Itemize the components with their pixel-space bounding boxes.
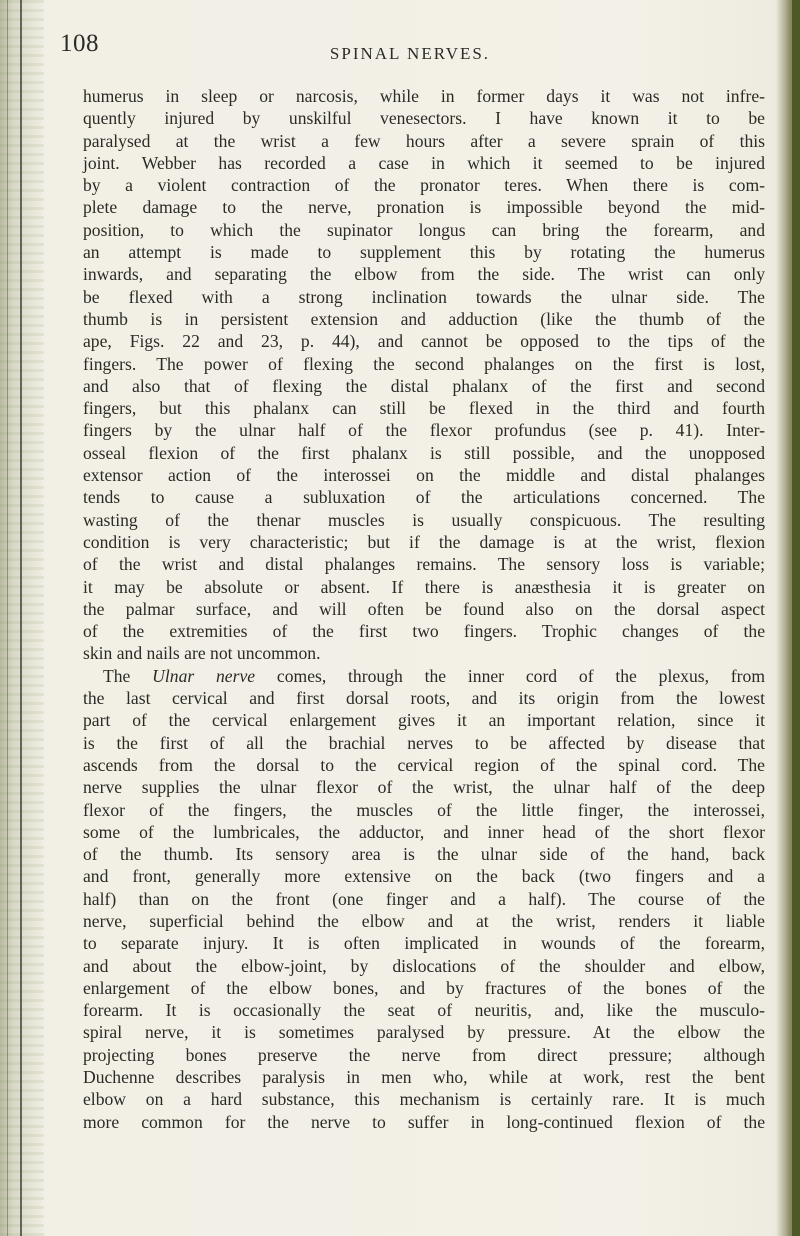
text-line: condition is very characteristic; but if the damage is at the wrist, flexion [83,531,765,552]
text-line: fingers by the ulnar half of the flexor profundus (see p. 41). Inter- [83,420,765,441]
text-line: of the wrist and distal phalanges remains. The sensory loss is variable; [83,554,765,575]
text-line: humerus in sleep or narcosis, while in former days it was not infre- [83,86,765,106]
text-line: Duchenne describes paralysis in men who, while at work, rest the bent [83,1067,765,1088]
running-head: SPINAL NERVES. [329,44,491,63]
text-line: to separate injury. It is often implicated in wounds of the forearm, [83,933,765,954]
text-line: of the extremities of the first two fingers. Trophic changes of the [83,621,765,642]
text-line: and front, generally more extensive on the back (two fingers and a [83,866,765,887]
text-line: extensor action of the interossei on the middle and distal phalanges [83,465,765,486]
text-line: wasting of the thenar muscles is usually conspicuous. The resulting [83,509,765,530]
text-line: paralysed at the wrist a few hours after a severe sprain of this [83,130,765,151]
binding-crease-outer [7,0,8,1236]
text-line: thumb is in persistent extension and adduction (like the thumb of the [83,308,765,329]
paragraph-start-suffix: comes, through the inner cord of the plexus, from [255,665,765,686]
text-line: joint. Webber has recorded a case in which it seemed to be injured [83,152,765,173]
text-line: it may be absolute or absent. If there is anæsthesia it is greater on [83,576,765,597]
text-line: is the first of all the brachial nerves to be affected by disease that [83,732,765,753]
text-line: inwards, and separating the elbow from the side. The wrist can only [83,264,765,285]
text-line: forearm. It is occasionally the seat of neuritis, and, like the musculo- [83,1000,765,1021]
text-line: nerve supplies the ulnar flexor of the wrist, the ulnar half of the deep [83,777,765,798]
text-line: ape, Figs. 22 and 23, p. 44), and cannot be opposed to the tips of the [83,331,765,352]
page-number: 108 [60,30,99,57]
text-line: more common for the nerve to suffer in long-continued flexion of the [83,1111,765,1132]
text-line: fingers, but this phalanx can still be flexed in the third and fourth [83,398,765,419]
ulnar-nerve-heading: Ulnar nerve [152,665,256,686]
text-line: elbow on a hard substance, this mechanism is certainly rare. It is much [83,1089,765,1110]
paragraph-end-line: skin and nails are not uncommon. [83,643,321,664]
text-line: projecting bones preserve the nerve from direct pressure; although [83,1044,765,1065]
text-line: some of the lumbricales, the adductor, and inner head of the short flexor [83,821,765,842]
text-line: an attempt is made to supplement this by rotating the humerus [83,242,765,263]
page-edge-right [776,0,800,1236]
page-edge-shadow [792,0,800,1236]
text-line: spiral nerve, it is sometimes paralysed by pressure. At the elbow the [83,1022,765,1043]
text-line: quently injured by unskilful venesectors. I have known it to be [83,108,765,129]
binding-crease [20,0,22,1236]
text-line: of the thumb. Its sensory area is the ulnar side of the hand, back [83,844,765,865]
paragraph-start-line [83,665,765,687]
text-line: be flexed with a strong inclination towards the ulnar side. The [83,286,765,307]
text-line: flexor of the fingers, the muscles of the little finger, the interossei, [83,799,765,820]
text-line: tends to cause a subluxation of the articulations concerned. The [83,487,765,508]
text-line: the last cervical and first dorsal roots, and its origin from the lowest [83,688,765,709]
text-line: osseal flexion of the first phalanx is still possible, and the unopposed [83,442,765,463]
text-line: half) than on the front (one finger and a half). The course of the [83,888,765,909]
text-line: nerve, superficial behind the elbow and at the wrist, renders it liable [83,910,765,931]
text-line: position, to which the supinator longus can bring the forearm, and [83,219,765,240]
paragraph-start-prefix: The [103,665,153,686]
text-line: and about the elbow-joint, by dislocations of the shoulder and elbow, [83,955,765,976]
text-line: part of the cervical enlargement gives it an important relation, since it [83,710,765,731]
text-line: by a violent contraction of the pronator teres. When there is com- [83,175,765,196]
text-line: enlargement of the elbow bones, and by fractures of the bones of the [83,977,765,998]
text-line: and also that of flexing the distal phalanx of the first and second [83,375,765,396]
text-line: fingers. The power of flexing the second phalanges on the first is lost, [83,353,765,374]
page-binding-gutter [0,0,44,1236]
text-line: the palmar surface, and will often be found also on the dorsal aspect [83,598,765,619]
body-text [83,85,765,1133]
text-line: ascends from the dorsal to the cervical region of the spinal cord. The [83,754,765,775]
text-line: plete damage to the nerve, pronation is impossible beyond the mid- [83,197,765,218]
